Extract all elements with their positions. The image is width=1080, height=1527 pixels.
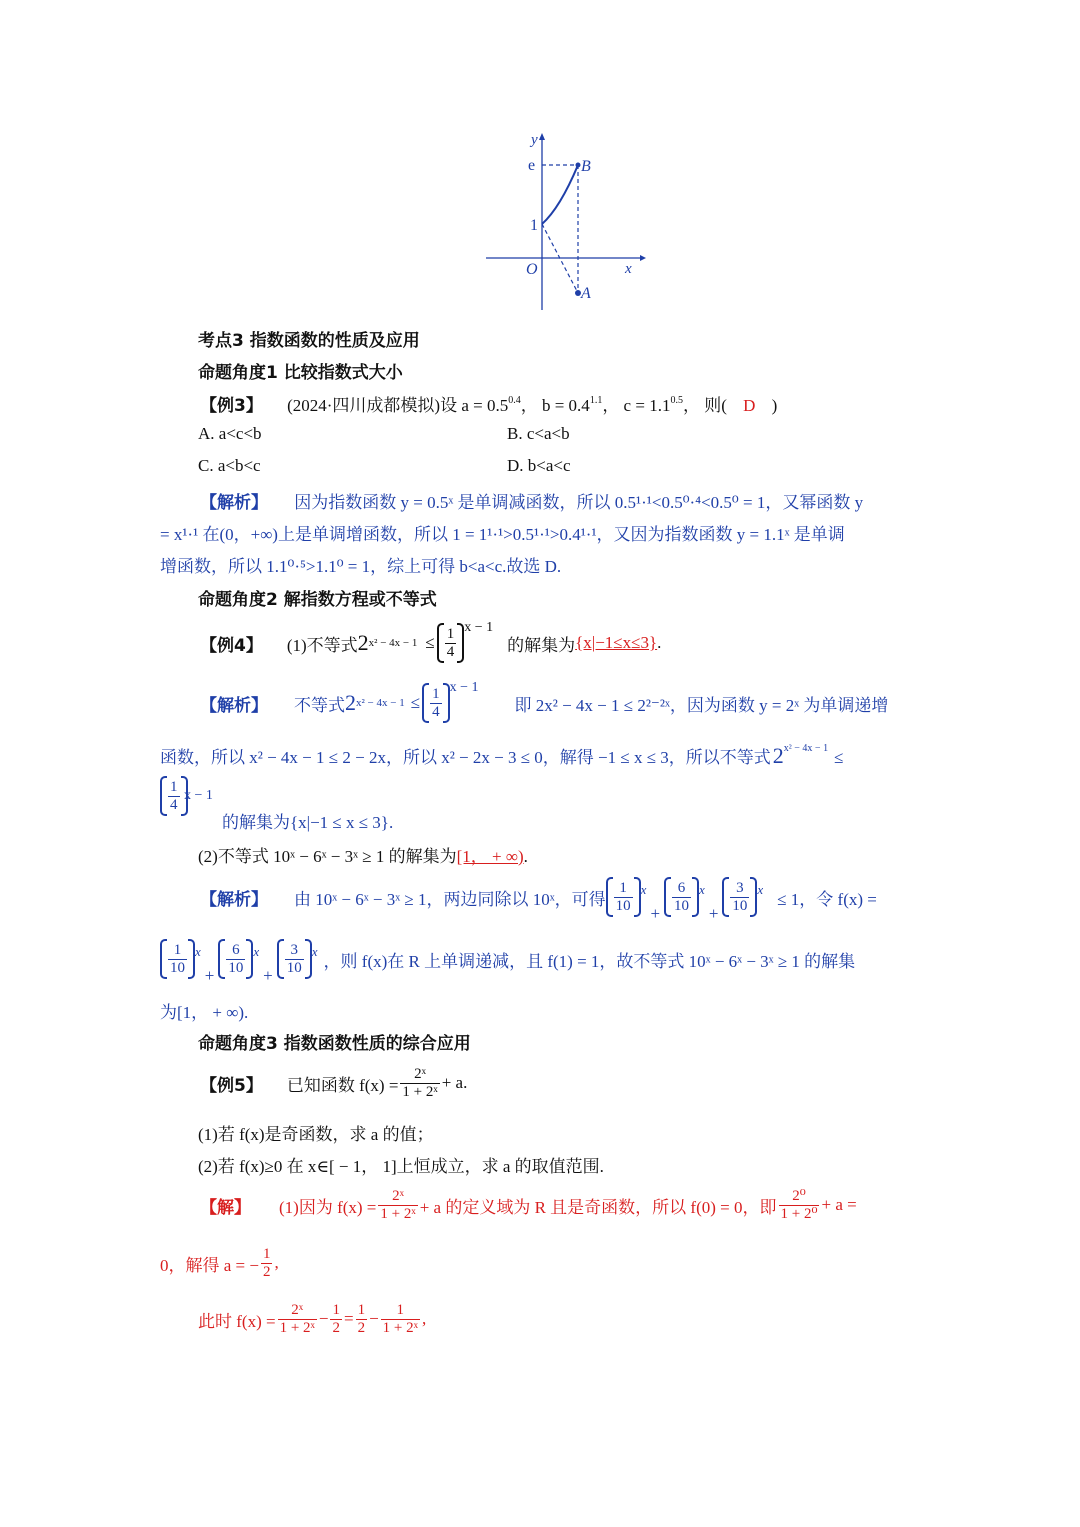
example-5-q1: (1)若 f(x)是奇函数，求 a 的值； — [198, 1125, 434, 1144]
example-5-pre: 已知函数 f(x) = — [286, 1075, 399, 1095]
point-b — [576, 163, 581, 168]
exp-x-6: x — [311, 944, 318, 959]
plus-2: + — [708, 904, 719, 923]
function-graph-figure — [480, 128, 650, 318]
quarter-exp-b: x − 1 — [449, 680, 479, 695]
option-a: A. a<c<b — [198, 424, 262, 443]
solution-5-l3-minus1: − — [318, 1309, 329, 1328]
label-y: y — [531, 132, 538, 148]
option-d: D. b<a<c — [507, 456, 571, 475]
solution-4b-line2 — [160, 932, 855, 986]
exp-x-4: x — [195, 944, 201, 959]
example-3-b: ， b = 0.4 — [520, 396, 590, 415]
solution-3-label: 【解析】 — [200, 493, 268, 513]
example-4-part1-pre: (1)不等式 — [286, 635, 358, 655]
solution-5-frac-zero: $\frac{\text{2⁰}}{\text{1 + 2⁰}}$ — [780, 1187, 818, 1222]
solution-3-line1 — [200, 488, 863, 513]
solution-5-line1 — [200, 1182, 857, 1228]
label-origin: O — [526, 261, 538, 278]
solution-5-pre: (1)因为 f(x) = — [279, 1197, 377, 1217]
example-4-part2 — [198, 842, 528, 867]
solution-5-l3-frac2: $\frac{1}{2}$ — [332, 1301, 340, 1336]
example-3-answer: D — [743, 396, 756, 415]
solution-5-mid: + a 的定义域为 R 且是奇函数，所以 f(0) = 0，即 — [419, 1197, 777, 1217]
option-b: B. c<a<b — [507, 424, 570, 443]
quarter-fraction: $\frac{1}{4}$ — [437, 623, 465, 663]
example-3-a-exp: 0.4 — [508, 395, 521, 406]
example-5-label: 【例5】 — [200, 1075, 263, 1096]
example-3-label: 【例3】 — [200, 396, 263, 416]
quarter-fraction-c: $\frac{1}{4}$ — [160, 776, 188, 816]
example-3-c: ， c = 1.1 — [602, 396, 671, 415]
label-one: 1 — [530, 217, 538, 234]
x-axis-arrow — [640, 255, 646, 261]
example-4-part1: 【例4】 (1)不等式 2 x² − 4x − 1 ≤ $\frac{1}{4}$ x − 1 的解集为 {x|−1≤x≤3} . — [200, 618, 661, 668]
example-5 — [200, 1060, 467, 1106]
solution-3-line2: = x¹·¹ 在(0，+∞)上是单调增函数，所以 1 = 1¹·¹>0.5¹·¹>0.4¹·¹，又因为指数函数 y = 1.1ˣ 是单调 — [160, 525, 845, 544]
example-3-close: ) — [767, 396, 778, 415]
exp-curve — [542, 165, 578, 224]
quarter-exp-c: x − 1 — [184, 788, 213, 803]
solution-5-l3-frac3: $\frac{1}{2}$ — [357, 1301, 366, 1336]
angle-heading-2: 命题角度2 解指数方程或不等式 — [198, 590, 437, 610]
frac-1-10-b: $\frac{1}{10}$ — [160, 939, 195, 979]
solution-4a-pre: 不等式 — [294, 695, 345, 715]
frac-3-10-a: $\frac{3}{10}$ — [722, 877, 757, 917]
solution-3-text1: 因为指数函数 y = 0.5ˣ 是单调减函数，所以 0.5¹·¹<0.5⁰·⁴<0.5⁰ = 1，又幂函数 y — [294, 493, 864, 512]
solution-5-l3-minus2: − — [369, 1309, 379, 1328]
example-3-source: (2024·四川成都模拟)设 — [287, 396, 462, 415]
quarter-fraction-b: $\frac{1}{4}$ — [422, 683, 450, 723]
solution-5-l3-frac1: $\frac{\text{2ˣ}}{\text{1 + 2ˣ}}$ — [279, 1301, 315, 1336]
quarter-exp: x − 1 — [464, 620, 494, 635]
label-x: x — [625, 261, 632, 277]
base-two: 2 — [357, 630, 369, 655]
example-3-b-exp: 1.1 — [589, 395, 603, 406]
solution-5-line2 — [160, 1240, 279, 1286]
example-4-label: 【例4】 — [200, 635, 263, 656]
solution-4a-line1: 【解析】 不等式 2 x² − 4x − 1 ≤ $\frac{1}{4}$ x − 1 即 2x² − 4x − 1 ≤ 2²⁻²ˣ，因为函数 y = 2ˣ 为单调递增 — [200, 678, 888, 728]
label-b: B — [581, 158, 591, 175]
option-c: C. a<b<c — [198, 456, 261, 475]
solution-4b-pre: 由 10ˣ − 6ˣ − 3ˣ ≥ 1，两边同除以 10ˣ，可得 — [294, 889, 606, 909]
solution-5-line2-post: , — [274, 1253, 279, 1272]
section-heading-3: 考点3 指数函数的性质及应用 — [198, 331, 420, 351]
exp-x-5: x — [253, 944, 260, 959]
solution-5-line3-pre: 此时 f(x) = — [198, 1311, 276, 1331]
leq-sign-b: ≤ — [410, 693, 421, 712]
angle-heading-3: 命题角度3 指数函数性质的综合应用 — [198, 1034, 471, 1054]
period-2: . — [523, 847, 528, 866]
label-a: A — [581, 285, 591, 302]
leq-sign: ≤ — [425, 633, 435, 652]
frac-1-10-a: $\frac{1}{10}$ — [606, 877, 641, 917]
example-5-post: + a. — [441, 1073, 468, 1092]
period-1: . — [657, 633, 662, 652]
solution-4a-line2 — [160, 743, 843, 769]
solution-5-frac-f: $\frac{\text{2ˣ}}{\text{1 + 2ˣ}}$ — [380, 1187, 416, 1222]
example-3-a: a = 0.5 — [461, 396, 509, 415]
example-4-answer2: [1， + ∞) — [456, 847, 524, 866]
example-5-q2: (2)若 f(x)≥0 在 x∈[ − 1， 1]上恒成立，求 a 的取值范围. — [198, 1157, 604, 1176]
solution-3-line3: 增函数，所以 1.1⁰·⁵>1.1⁰ = 1，综上可得 b<a<c.故选 D. — [160, 557, 562, 576]
y-axis-arrow — [539, 133, 545, 140]
frac-3-10-b: $\frac{3}{10}$ — [277, 939, 312, 979]
solution-4a-text3: 的解集为{x|−1 ≤ x ≤ 3}. — [222, 813, 394, 832]
exp-x-1: x — [640, 882, 647, 897]
example-4-part2-pre: (2)不等式 10ˣ − 6ˣ − 3ˣ ≥ 1 的解集为 — [198, 847, 457, 866]
solution-5-label: 【解】 — [200, 1197, 251, 1218]
example-5-fraction: $\frac{\text{2ˣ}}{\text{1 + 2ˣ}}$ — [402, 1065, 438, 1100]
base-two-b: 2 — [345, 690, 356, 715]
frac-6-10-a: $\frac{6}{10}$ — [664, 877, 699, 917]
solution-5-l3-eq: = — [343, 1309, 354, 1328]
solution-4a-text2: 函数，所以 x² − 4x − 1 ≤ 2 − 2x，所以 x² − 2x − 3 ≤ 0，解得 −1 ≤ x ≤ 3，所以不等式 — [160, 748, 771, 767]
solution-4b-label: 【解析】 — [200, 889, 268, 910]
example-3 — [200, 391, 777, 416]
solution-5-line3 — [198, 1296, 426, 1342]
plus-4: + — [263, 966, 273, 985]
solution-5-l3-post: , — [421, 1309, 427, 1328]
solution-4b-line1 — [200, 870, 877, 924]
example-4-answer1: {x|−1≤x≤3} — [575, 633, 658, 652]
base-two-c: 2 — [772, 743, 784, 768]
solution-4a-exp2: x² − 4x − 1 — [783, 743, 829, 754]
example-3-c-exp: 0.5 — [670, 395, 683, 406]
solution-4a-post: 即 2x² − 4x − 1 ≤ 2²⁻²ˣ，因为函数 y = 2ˣ 为单调递增 — [514, 695, 889, 715]
exp-x-2: x — [699, 882, 705, 897]
plus-1: + — [650, 904, 661, 923]
solution-5-l3-frac4: $\frac{1}{\text{1 + 2ˣ}}$ — [382, 1301, 418, 1336]
leq-sign-c: ≤ — [834, 748, 844, 767]
label-e: e — [528, 157, 536, 174]
exp-x-3: x — [757, 882, 764, 897]
frac-6-10-b: $\frac{6}{10}$ — [218, 939, 253, 979]
solution-4b-post: ≤ 1，令 f(x) = — [777, 889, 877, 909]
angle-heading-1: 命题角度1 比较指数式大小 — [198, 363, 403, 383]
example-3-then: ， 则( — [682, 396, 727, 415]
solution-4b-line3: 为[1， + ∞). — [160, 1003, 249, 1022]
plus-3: + — [204, 966, 215, 985]
solution-5-half: $\frac{1}{2}$ — [262, 1245, 271, 1280]
example-4-part1-post: 的解集为 — [507, 635, 576, 655]
solution-4a-label: 【解析】 — [200, 695, 268, 716]
solution-5-post: + a = — [821, 1195, 857, 1214]
solution-4b-post2: ，则 f(x)在 R 上单调递减，且 f(1) = 1，故不等式 10ˣ − 6ˣ − 3ˣ ≥ 1 的解集 — [323, 951, 856, 971]
solution-5-line2-pre: 0，解得 a = − — [160, 1255, 259, 1275]
